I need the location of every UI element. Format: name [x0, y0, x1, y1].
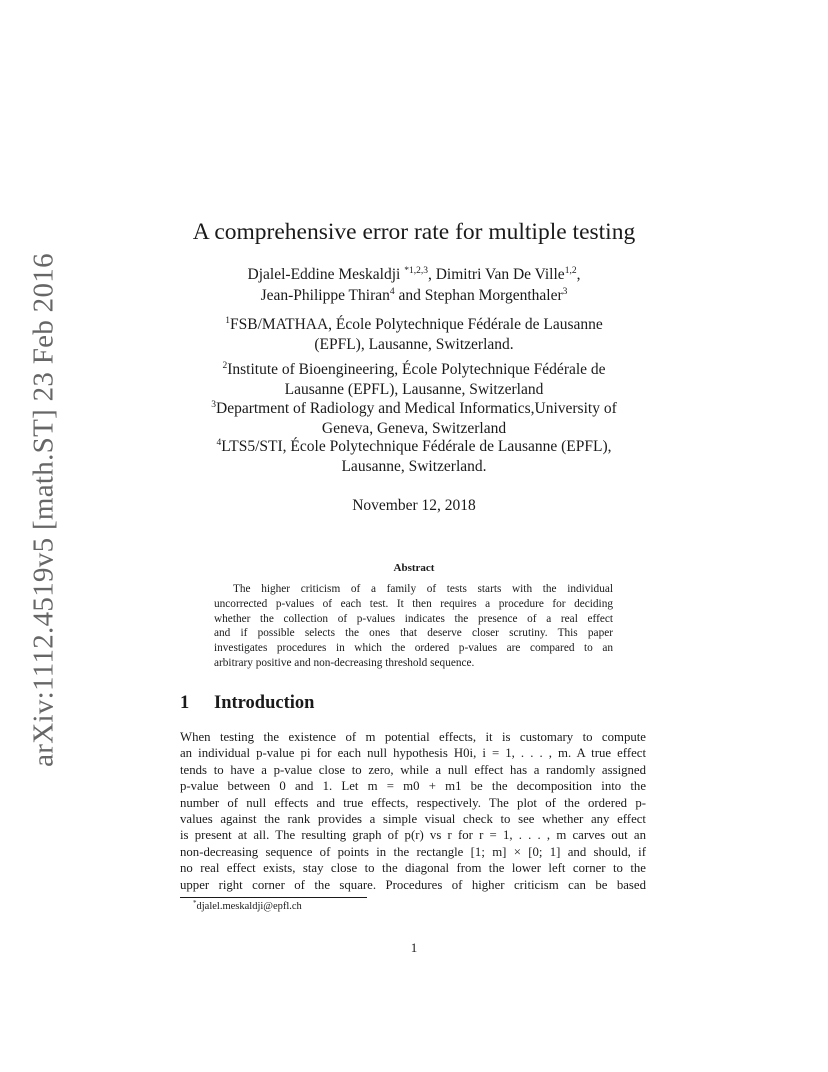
body-line: non-decreasing sequence of points in the rectangle [1; m] × [0; 1] and should, if: [180, 844, 646, 859]
affiliation-line: [0, 315, 828, 335]
author-affiliation-mark: 1,2: [564, 266, 577, 276]
affiliation-text: Lausanne, Switzerland.: [341, 457, 487, 475]
author-name: and Stephan Morgenthaler: [394, 287, 563, 304]
affiliation-2: [0, 360, 828, 399]
affiliation-text: Institute of Bioengineering, École Polytechnique Fédérale de: [227, 361, 606, 378]
body-line: tends to have a p-value close to zero, while a null effect has a randomly assigned: [180, 762, 646, 777]
section-number: 1: [180, 693, 190, 713]
affiliation-mark: 1: [225, 316, 230, 326]
author-name: Djalel-Eddine Meskaldji: [247, 266, 405, 283]
author-line-2: [0, 285, 828, 306]
abstract-line: whether the collection of p-values indicates the presence of a real effect: [214, 612, 613, 625]
affiliation-line: [0, 360, 828, 380]
affiliation-4: [0, 437, 828, 476]
footnote-mark: *: [193, 899, 197, 907]
abstract-line: uncorrected p-values of each test. It then requires a procedure for deciding: [214, 597, 613, 610]
affiliation-1: [0, 315, 828, 354]
affiliation-text: Lausanne (EPFL), Lausanne, Switzerland: [284, 380, 544, 398]
abstract-body: [214, 582, 613, 671]
affiliation-line: [0, 399, 828, 419]
section-heading: [180, 693, 314, 714]
abstract-heading: Abstract: [393, 562, 435, 574]
body-line: no real effect exists, stay close to the diagonal from the lower left corner to the: [180, 861, 646, 876]
footnote-email: djalel.meskaldji@epfl.ch: [196, 901, 302, 912]
section-title: Introduction: [214, 693, 315, 713]
affiliation-text: (EPFL), Lausanne, Switzerland.: [314, 335, 514, 353]
author-name: Jean-Philippe Thiran: [260, 287, 390, 304]
affiliation-mark: 3: [211, 400, 216, 410]
abstract-line: and if possible selects the ones that deserve closer scrutiny. This paper: [214, 627, 613, 640]
author-affiliation-mark: *1,2,3: [404, 266, 428, 276]
affiliation-mark: 4: [216, 438, 222, 448]
affiliation-3: [0, 399, 828, 438]
body-line: upper right corner of the square. Procedures of higher criticism can be based: [180, 877, 646, 892]
body-line: When testing the existence of m potential effects, it is customary to compute: [180, 730, 646, 744]
affiliation-text: LTS5/STI, École Polytechnique Fédérale de Lausanne (EPFL),: [221, 438, 612, 455]
paper-date: November 12, 2018: [352, 497, 476, 514]
affiliation-text: Department of Radiology and Medical Informatics,University of: [216, 400, 617, 417]
affiliation-line: [0, 437, 828, 457]
body-line: is present at all. The resulting graph of p(r) vs r for r = 1, . . . , m carves out an: [180, 828, 646, 843]
footnote: [193, 901, 302, 912]
body-line: an individual p-value pi for each null hypothesis H0i, i = 1, . . . , m. A true effect: [180, 746, 646, 761]
page-number: 1: [410, 940, 418, 955]
author-affiliation-mark: 3: [562, 287, 568, 297]
body-line: values against the rank provides a simple visual check to see whether any effect: [180, 812, 646, 827]
author-list: [0, 264, 828, 306]
affiliation-text: Geneva, Geneva, Switzerland: [321, 419, 507, 437]
affiliation-text: FSB/MATHAA, École Polytechnique Fédérale de Lausanne: [229, 316, 603, 333]
author-affiliation-mark: 4: [389, 287, 395, 297]
arxiv-stamp: arXiv:1112.4519v5 [math.ST] 23 Feb 2016: [27, 253, 60, 767]
body-line: number of null effects and true effects, respectively. The plot of the ordered p-: [180, 795, 646, 810]
author-name: , Dimitri Van De Ville: [427, 266, 565, 283]
author-separator: ,: [576, 266, 581, 283]
footnote-divider: [180, 897, 367, 898]
abstract-line: arbitrary positive and non-decreasing threshold sequence.: [214, 656, 475, 669]
body-line: p-value between 0 and 1. Let m = m0 + m1 be the decomposition into the: [180, 779, 646, 794]
paper-title: A comprehensive error rate for multiple testing: [192, 219, 636, 245]
introduction-body: [180, 729, 646, 893]
abstract-line: The higher criticism of a family of tests starts with the individual: [233, 583, 613, 595]
abstract-line: investigates procedures in which the ordered p-values are compared to an: [214, 642, 613, 655]
author-line-1: [0, 264, 828, 285]
affiliation-mark: 2: [222, 361, 228, 371]
